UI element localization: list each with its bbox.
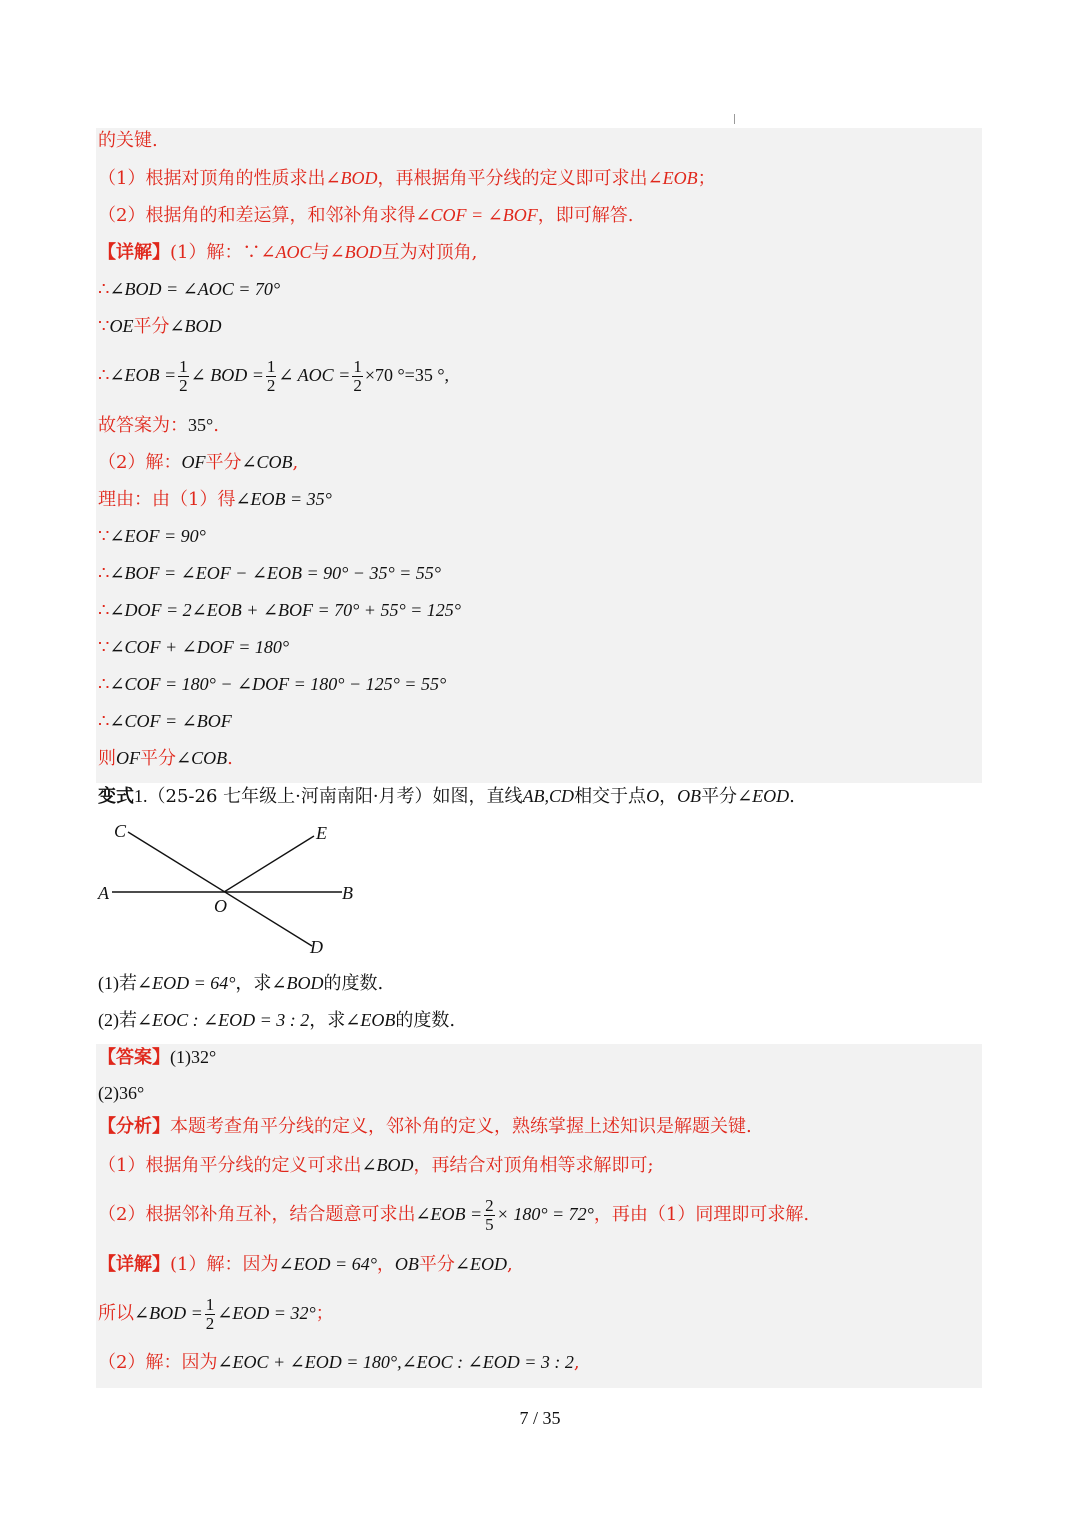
prev-line-1: 的关键. xyxy=(98,130,158,151)
label-o: O xyxy=(214,896,227,916)
analysis-line: 【分析】本题考查角平分线的定义，邻补角的定义，熟练掌握上述知识是解题关键. xyxy=(98,1116,752,1137)
line-cd xyxy=(128,832,312,946)
prev-line-3: （2）根据角的和差运算，和邻补角求得∠COF = ∠BOF，即可解答. xyxy=(98,205,634,226)
prev-line-11: ∵∠EOF = 90° xyxy=(98,526,206,547)
prev-line-5: ∴∠BOD = ∠AOC = 70° xyxy=(98,279,281,300)
answer-line-2: (2)36° xyxy=(98,1083,145,1103)
prev-line-6: ∵OE平分∠BOD xyxy=(98,316,222,337)
question-2: (2)若∠EOC : ∠EOD = 3 : 2，求∠EOB的度数. xyxy=(98,1010,456,1031)
fraction-half-1: $\frac{1}{2}$ xyxy=(179,356,188,395)
fraction-half-2: $\frac{1}{2}$ xyxy=(266,356,276,395)
page-number: 7 / 35 xyxy=(519,1408,561,1428)
prev-line-7: ∴∠EOB = $\frac{1}{2}$ ∠ BOD = $\frac{1}{2}$ ∠ AOC = $\frac{1}{2}$ ×70 °=35 °, xyxy=(98,356,450,395)
label-c: C xyxy=(114,821,127,841)
prev-line-9: （2）解：OF平分∠COB, xyxy=(98,452,299,473)
prev-line-14: ∵∠COF + ∠DOF = 180° xyxy=(98,637,290,658)
geometry-figure xyxy=(94,818,364,963)
problem-statement: 变式1.（25-26 七年级上·河南南阳·月考）如图，直线AB,CD相交于点O，OB平分∠EOD. xyxy=(98,786,795,807)
label-b: B xyxy=(342,883,353,903)
ray-oe xyxy=(224,836,314,892)
prev-line-4: 【详解】(1）解：∵∠AOC与∠BOD互为对顶角, xyxy=(98,242,478,263)
label-a: A xyxy=(98,883,109,903)
prev-line-8: 故答案为：35°. xyxy=(98,415,219,436)
detail-line-3: （2）解：因为∠EOC + ∠EOD = 180°,∠EOC : ∠EOD = 3 : 2, xyxy=(98,1352,580,1373)
answer-line-1: 【答案】(1)32° xyxy=(98,1047,217,1068)
prev-line-2: （1）根据对顶角的性质求出∠BOD，再根据角平分线的定义即可求出∠EOB； xyxy=(98,168,716,189)
prev-line-10: 理由：由（1）得∠EOB = 35° xyxy=(98,489,332,510)
prev-line-15: ∴∠COF = 180° − ∠DOF = 180° − 125° = 55° xyxy=(98,674,447,695)
label-e: E xyxy=(316,823,327,843)
prev-line-17: 则OF平分∠COB. xyxy=(98,748,233,769)
header-tick xyxy=(734,114,735,124)
analysis-step-2: （2）根据邻补角互补，结合题意可求出∠EOB = $\frac{2}{5}$ × 180° = 72°，再由（1）同理即可求解. xyxy=(98,1195,810,1234)
prev-line-16: ∴∠COF = ∠BOF xyxy=(98,711,232,732)
fraction-half-3: $\frac{1}{2}$ xyxy=(353,356,362,395)
analysis-step-1: （1）根据角平分线的定义可求出∠BOD，再结合对顶角相等求解即可; xyxy=(98,1155,654,1176)
fraction-two-fifths: $\frac{2}{5}$ xyxy=(485,1195,494,1234)
question-1: (1)若∠EOD = 64°，求∠BOD的度数. xyxy=(98,973,384,994)
label-d: D xyxy=(310,937,323,957)
detail-line-2: 所以∠BOD = $\frac{1}{2}$ ∠EOD = 32°； xyxy=(98,1294,334,1333)
prev-line-12: ∴∠BOF = ∠EOF − ∠EOB = 90° − 35° = 55° xyxy=(98,563,441,584)
prev-line-13: ∴∠DOF = 2∠EOB + ∠BOF = 70° + 55° = 125° xyxy=(98,600,461,621)
fraction-half-4: $\frac{1}{2}$ xyxy=(205,1294,215,1333)
detail-line-1: 【详解】(1）解：因为∠EOD = 64°，OB平分∠EOD, xyxy=(98,1254,513,1275)
